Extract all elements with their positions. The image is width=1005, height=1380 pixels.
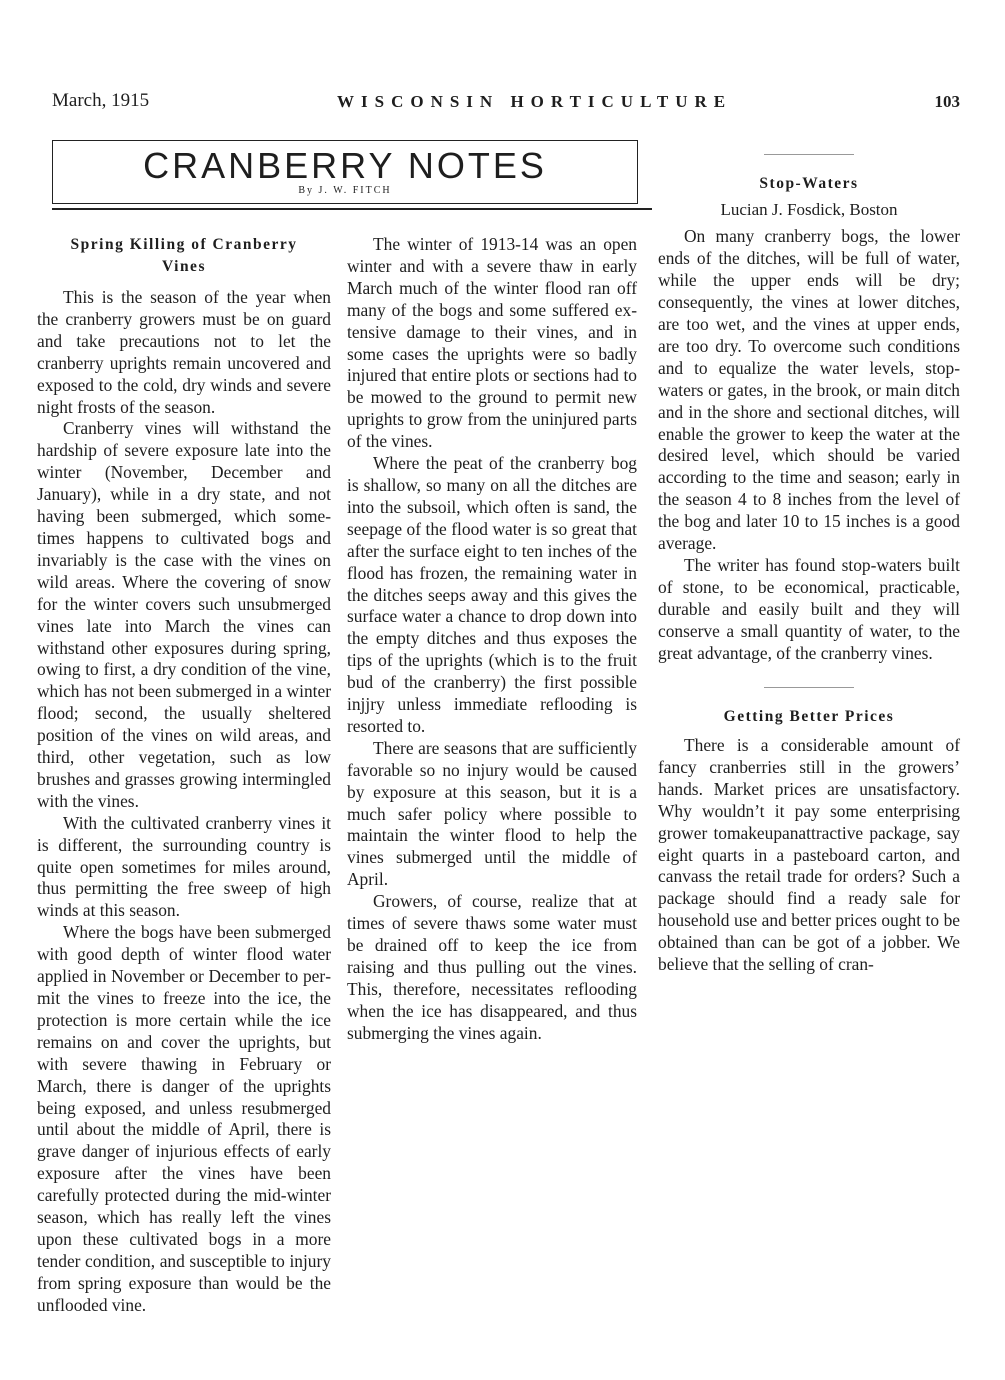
article-byline: By J. W. FITCH — [298, 185, 392, 196]
paragraph: This is the season of the year when the cranberry growers must be on guard and take precautions not to let the cranberry uprights remain uncovered and exposed to the cold, dry winds and severe night frosts of the season. — [37, 287, 331, 417]
paragraph: The winter of 1913-14 was an open winter and with a severe thaw in early March much of the winter flood ran off many of the bogs and some suffered extensive damage to their vines, and in some cases the uprights were so badly injured that entire plots or sections had to be mowed to the ground to permit new uprights to grow from the uninjured parts of the vines. — [347, 234, 637, 452]
paragraph: There are seasons that are sufficiently favorable so no injury would be caused by exposure at this season, but it is a much safer policy where possible to maintain the winter flood to help the vines submerged until the middle of April. — [347, 737, 637, 890]
section-heading-spring-killing: Spring Killing of Cranberry Vines — [70, 236, 298, 275]
section-author: Lucian J. Fosdick, Boston — [720, 199, 898, 219]
section-divider — [764, 687, 854, 688]
journal-title: WISCONSIN HORTICULTURE — [337, 92, 733, 111]
section-divider — [764, 154, 854, 155]
page-number: 103 — [934, 92, 960, 111]
paragraph: Where the bogs have been submerged with good depth of winter flood water applied in November or December to permit the vines to freeze into the ice, the protection is more certain while the ice remains on and cover the uprights, but with severe thawing in February or March, there is danger of the uprights being exposed, and unless resubmerged until about the middle of April, there is grave danger of injurious effects of early exposure after the vines have been carefully protected during the mid-winter season, which has really left the vines upon these cultivated bogs in a more tender condition, and susceptible to injury from spring exposure than would be the unflooded vine. — [37, 922, 331, 1315]
section-heading-stop-waters: Stop-Waters — [759, 175, 859, 192]
paragraph: Cranberry vines will withstand the hardship of severe exposure late into the winter (November, December and January), while in a dry state, and not having been submerged, which sometimes happens to cultivated bogs and invariably is the case with the vines on wild areas. Where the covering of snow for the winter covers such unsubmerged vines late into March the vines can withstand other exposures during spring, owing to first, a dry condition of the vine, which has not been submerged in a winter flood; second, the usually sheltered position of the vines on wild areas, and third, other vegetation, such as low brushes and grasses growing intermingled with the vines. — [37, 418, 331, 811]
article-title: CRANBERRY NOTES — [143, 145, 547, 186]
column-1 — [37, 234, 331, 1317]
title-divider — [52, 208, 652, 210]
article-title-box — [52, 140, 638, 204]
issue-date: March, 1915 — [52, 90, 150, 111]
paragraph: With the cultivated cranberry vines it is different, the surrounding country is quite open sometimes for miles around, thus permitting the free sweep of high winds at this season. — [37, 812, 331, 921]
paragraph: On many cranberry bogs, the lower ends of the ditches, will be full of water, while the upper ends will be dry; consequently, the vines at lower ditches, are too wet, and the vines at upper ends, are too dry. To overcome such conditions and to equalize the water levels, stop-waters or gates, in the brook, or main ditch and in the shore and sectional ditches, will enable the grower to keep the water at the desired level, which should be varied according to the time and season; early in the season 4 to 8 inches from the level of the bog and later 10 to 15 inches is a good average. — [658, 226, 960, 554]
section-heading-better-prices: Getting Better Prices — [723, 707, 895, 725]
page-header — [52, 90, 960, 120]
paragraph: Where the peat of the cranberry bog is shallow, so many on all the ditches are into the subsoil, which often is sand, the seepage of the flood water is so great that after the surface eight to ten inches of the flood has frozen, the remaining water in the ditches seeps away and this gives the surface water a chance to drop down into the empty ditches and thus exposes the tips of the uprights (which is to the fruit bud of the cranberry) the first possible injjry unless immediate reflooding is resorted to. — [347, 453, 637, 736]
paragraph: The writer has found stop-waters built of stone, to be economical, practicable, durable and easily built and they will conserve a small quantity of water, to the great advantage, of the cranberry vines. — [658, 555, 960, 663]
column-3 — [658, 136, 960, 976]
paragraph: There is a considerable amount of fancy cranberries still in the growers’ hands. Market prices are unsatisfactory. Why wouldn’t it pay some enterprising grower tomakeupanattractive package, say eight quarts in a pasteboard carton, and canvass the retail trade for orders? Such a package should find a ready sale for household use and better prices ought to be obtained than can be got of a jobber. We believe that the selling of cran- — [658, 735, 960, 975]
paragraph: Growers, of course, realize that at times of severe thaws some water must be drained off to keep the ice from raising and thus pulling out the vines. This, therefore, necessitates reflooding when the ice has disappeared, and thus submerging the vines again. — [347, 891, 637, 1043]
column-2 — [347, 234, 637, 1045]
